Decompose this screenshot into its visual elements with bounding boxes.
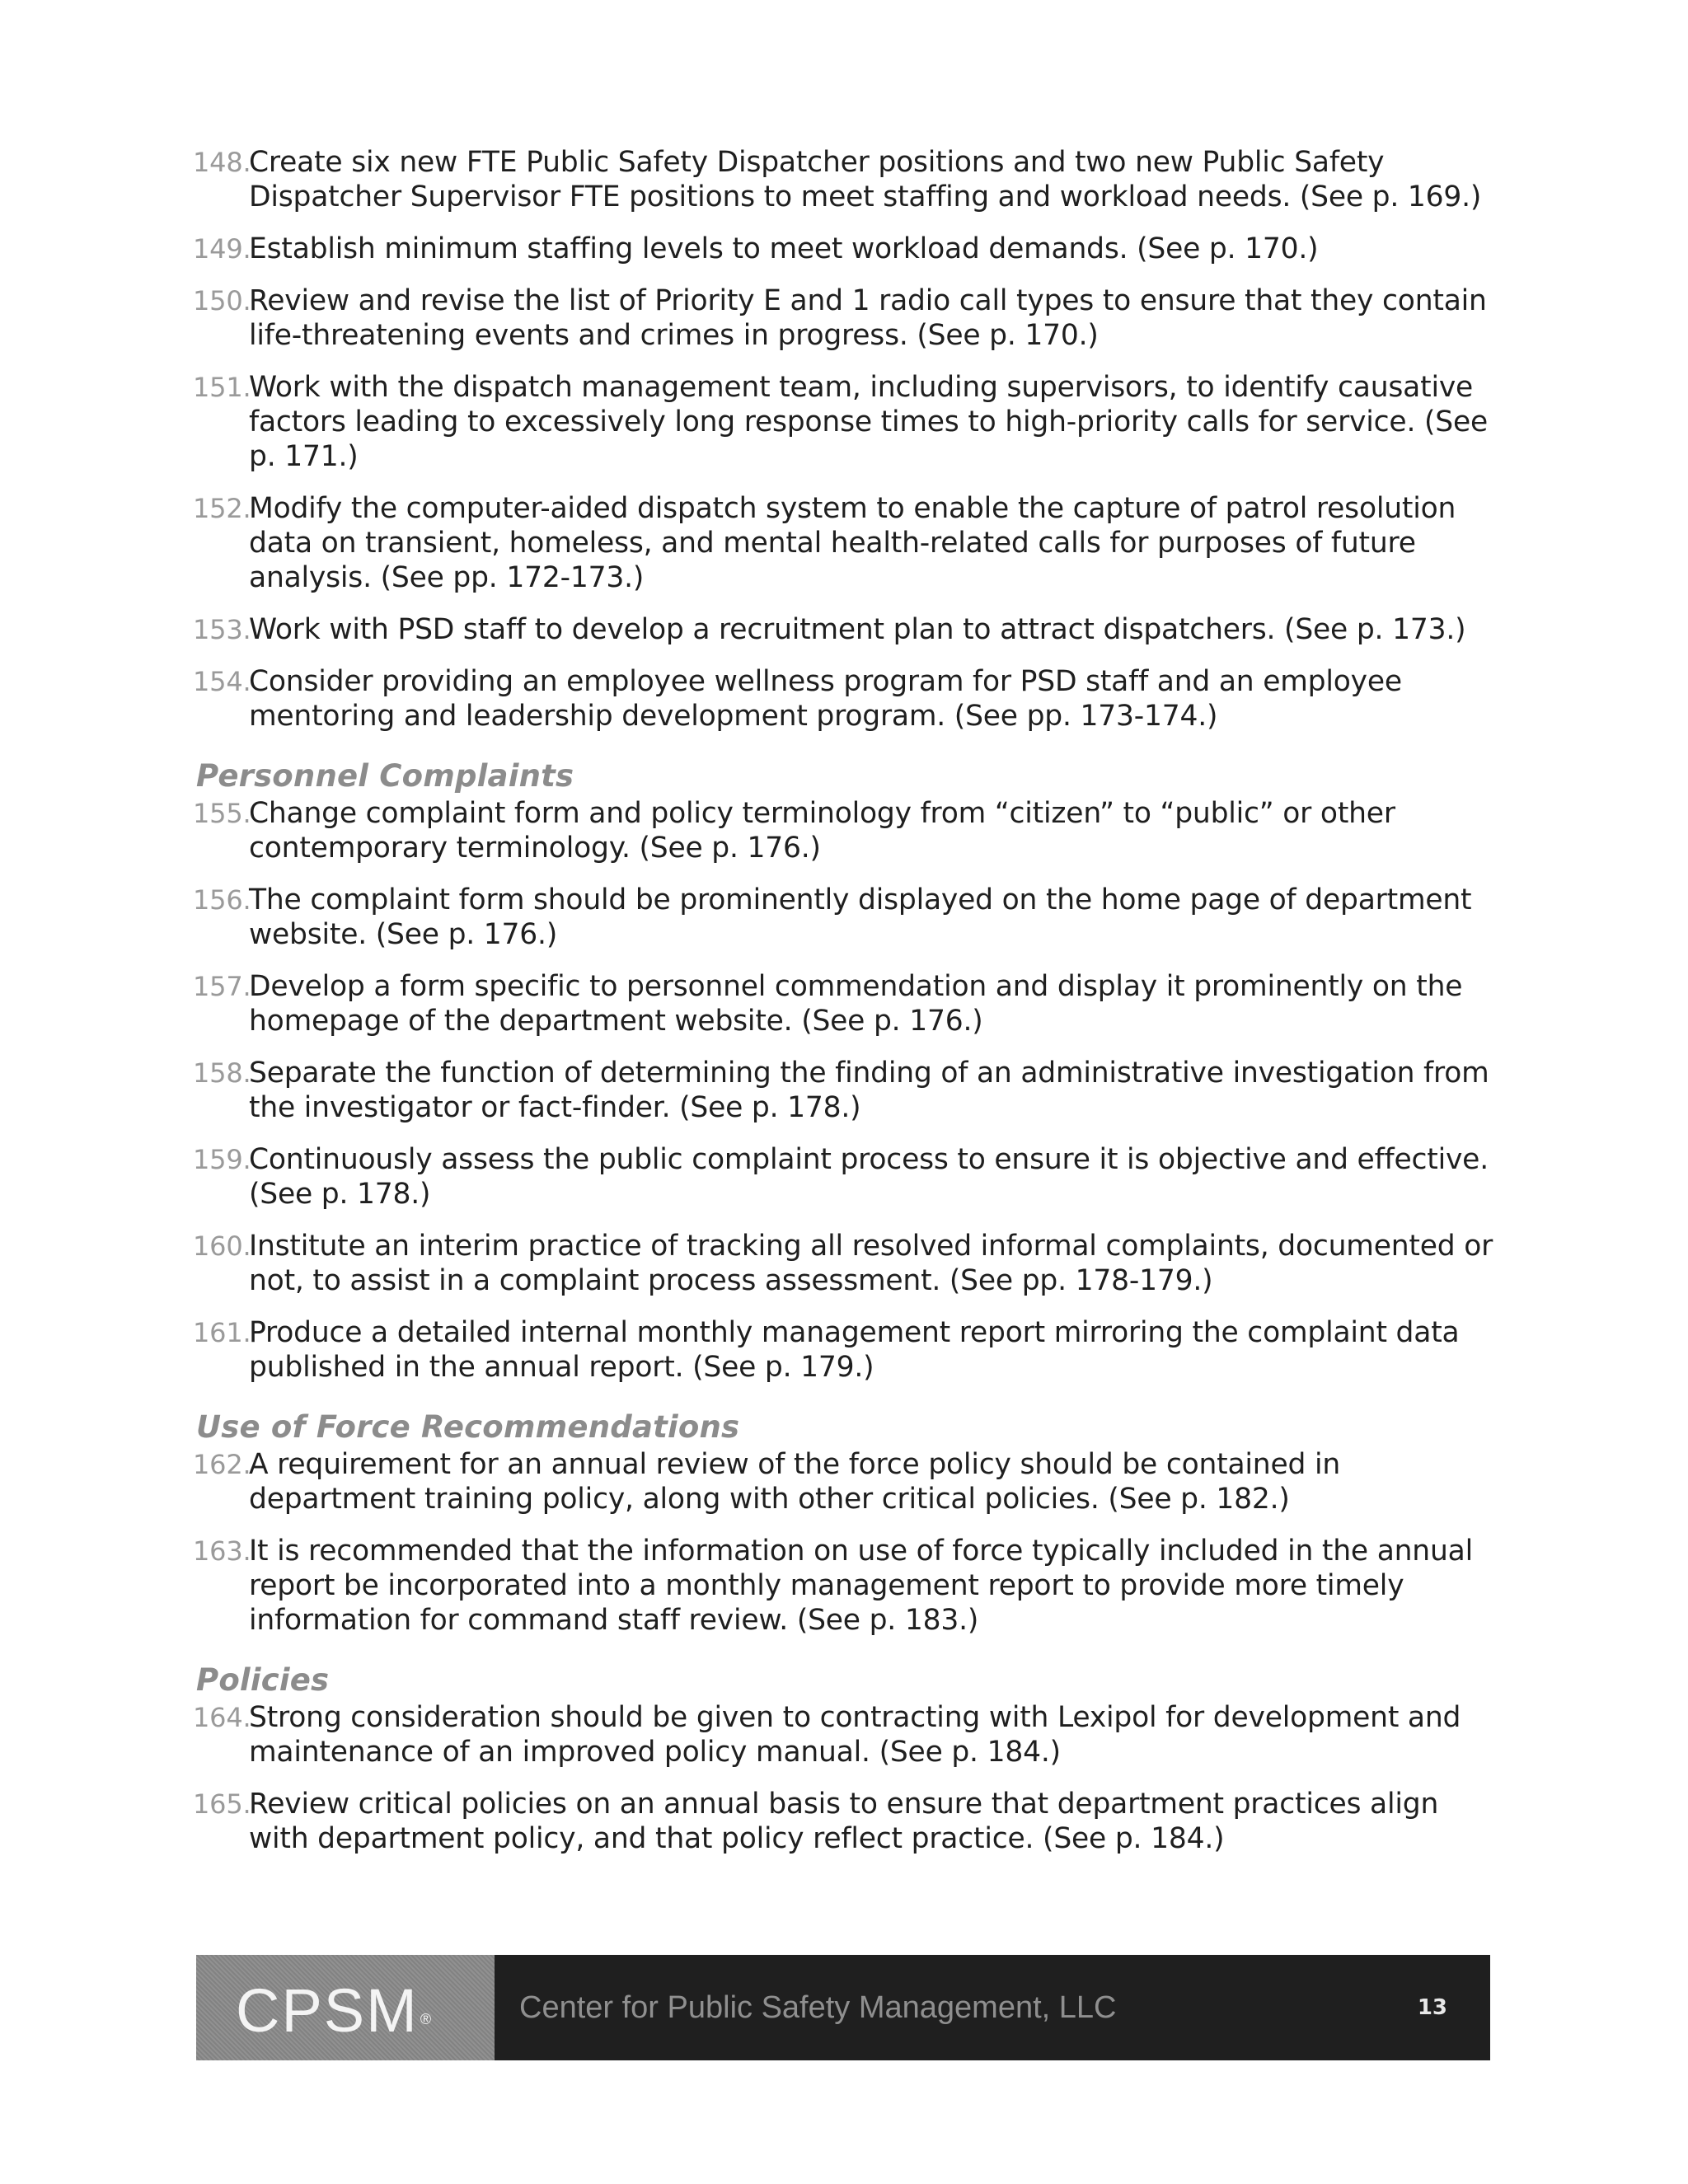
item-number: 164. — [193, 1702, 251, 1733]
item-number: 162. — [193, 1449, 251, 1480]
item-text: It is recommended that the information on use of force typically included in the annual report be incorporated into a monthly management report to provide more timely information for command staff review. (See p. 183.) — [249, 1535, 1473, 1637]
list-item — [193, 491, 1498, 595]
item-text: Create six new FTE Public Safety Dispatcher positions and two new Public Safety Dispatcher Supervisor FTE positions to meet staffing and workload needs. (See p. 169.) — [249, 146, 1482, 213]
item-number: 153. — [193, 614, 251, 645]
page-number: 13 — [1417, 1995, 1447, 2020]
item-text: Change complaint form and policy terminology from “citizen” to “public” or other contemporary terminology. (See p. 176.) — [249, 797, 1395, 865]
item-text: Modify the computer-aided dispatch system to enable the capture of patrol resolution data on transient, homeless, and mental health-related calls for purposes of future analysis. (See pp. 172-173.) — [249, 492, 1456, 594]
item-text: Review and revise the list of Priority E and 1 radio call types to ensure that they contain life-threatening events and crimes in progress. (See p. 170.) — [249, 284, 1487, 352]
list-item — [193, 1447, 1498, 1516]
page-footer — [196, 1955, 1490, 2060]
list-item — [193, 232, 1498, 266]
item-text: Consider providing an employee wellness program for PSD staff and an employee mentoring and leadership development program. (See pp. 173-174.) — [249, 665, 1402, 733]
item-text: Strong consideration should be given to contracting with Lexipol for development and maintenance of an improved policy manual. (See p. 184.) — [249, 1701, 1461, 1769]
recommendations-list — [193, 145, 1498, 1873]
item-number: 154. — [193, 666, 251, 697]
item-number: 157. — [193, 971, 251, 1002]
list-item — [193, 796, 1498, 865]
item-text: Work with PSD staff to develop a recruitment plan to attract dispatchers. (See p. 173.) — [249, 613, 1466, 646]
item-text: The complaint form should be prominently displayed on the home page of department website. (See p. 176.) — [249, 883, 1472, 951]
list-item — [193, 1787, 1498, 1856]
list-item — [193, 1056, 1498, 1125]
item-number: 165. — [193, 1788, 251, 1820]
section-heading-policies: Policies — [196, 1662, 330, 1698]
list-item — [193, 612, 1498, 647]
item-text: Institute an interim practice of tracking all resolved informal complaints, documented or not, to assist in a complaint process assessment. (See pp. 178-179.) — [249, 1230, 1493, 1297]
item-number: 158. — [193, 1057, 251, 1089]
list-item — [193, 1315, 1498, 1385]
item-number: 148. — [193, 147, 251, 178]
item-text: Continuously assess the public complaint process to ensure it is objective and effective. (See p. 178.) — [249, 1143, 1489, 1211]
list-item — [193, 370, 1498, 474]
item-number: 151. — [193, 372, 251, 403]
list-item — [193, 1534, 1498, 1638]
section-heading-personnel-complaints: Personnel Complaints — [196, 758, 574, 794]
list-item — [193, 145, 1498, 214]
registered-mark: ® — [420, 2011, 434, 2027]
list-item — [193, 664, 1498, 733]
item-number: 152. — [193, 493, 251, 524]
item-number: 160. — [193, 1230, 251, 1262]
item-text: Develop a form specific to personnel commendation and display it prominently on the homepage of the department website. (See p. 176.) — [249, 970, 1463, 1038]
item-number: 150. — [193, 285, 251, 316]
list-item — [193, 883, 1498, 952]
logo-wordmark: CPSM — [236, 1976, 419, 2045]
item-text: Separate the function of determining the finding of an administrative investigation from the investigator or fact-finder. (See p. 178.) — [249, 1057, 1489, 1124]
cpsm-logo-text — [236, 1978, 433, 2044]
item-number: 161. — [193, 1317, 251, 1348]
cpsm-logo — [196, 1955, 495, 2060]
item-number: 156. — [193, 884, 251, 916]
footer-tagline: Center for Public Safety Management, LLC — [519, 1990, 1117, 2025]
list-item — [193, 284, 1498, 353]
item-number: 155. — [193, 798, 251, 829]
item-number: 149. — [193, 233, 251, 265]
item-number: 163. — [193, 1535, 251, 1567]
item-text: Produce a detailed internal monthly management report mirroring the complaint data published in the annual report. (See p. 179.) — [249, 1316, 1460, 1384]
item-text: Work with the dispatch management team, including supervisors, to identify causative factors leading to excessively long response times to high-priority calls for service. (See p. 171.) — [249, 371, 1489, 473]
item-number: 159. — [193, 1144, 251, 1175]
list-item — [193, 1229, 1498, 1298]
item-text: Establish minimum staffing levels to meet workload demands. (See p. 170.) — [249, 232, 1319, 265]
list-item — [193, 1142, 1498, 1212]
list-item — [193, 1700, 1498, 1769]
list-item — [193, 969, 1498, 1038]
item-text: Review critical policies on an annual basis to ensure that department practices align with department policy, and that policy reflect practice. (See p. 184.) — [249, 1788, 1439, 1855]
item-text: A requirement for an annual review of the force policy should be contained in department training policy, along with other critical policies. (See p. 182.) — [249, 1448, 1341, 1516]
section-heading-use-of-force: Use of Force Recommendations — [196, 1409, 740, 1445]
